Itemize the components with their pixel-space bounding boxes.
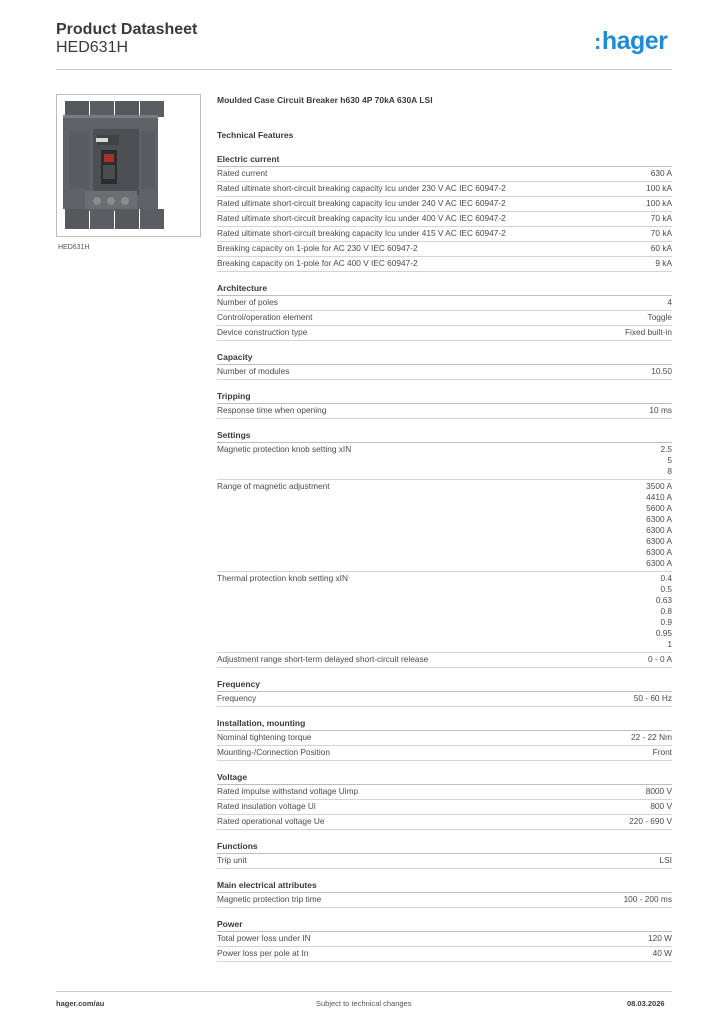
- spec-value: 0.9: [660, 617, 672, 627]
- spec-value: 5: [667, 455, 672, 465]
- spec-value: 0.5: [660, 584, 672, 594]
- spec-value: 10 ms: [649, 405, 672, 415]
- spec-label: Total power loss under IN: [217, 933, 311, 943]
- section-heading: Functions: [217, 841, 672, 854]
- spec-label: Rated ultimate short-circuit breaking capacity Icu under 230 V AC IEC 60947-2: [217, 183, 506, 193]
- spec-label: Number of poles: [217, 297, 278, 307]
- spec-value: 50 - 60 Hz: [633, 693, 672, 703]
- feature-sections: [217, 154, 672, 962]
- spec-label: Number of modules: [217, 366, 290, 376]
- spec-value: 0 - 0 A: [648, 654, 672, 664]
- spec-value: 22 - 22 Nm: [630, 732, 672, 742]
- spec-values: [651, 228, 672, 239]
- product-title: Moulded Case Circuit Breaker h630 4P 70kA 630A LSI: [217, 95, 433, 105]
- spec-row: [217, 404, 672, 419]
- spec-values: [631, 732, 672, 743]
- feature-section: [217, 430, 672, 668]
- spec-row: [217, 311, 672, 326]
- section-heading: Electric current: [217, 154, 672, 167]
- spec-value: 630 A: [650, 168, 672, 178]
- spec-value: 5600 A: [646, 503, 672, 513]
- spec-row: [217, 572, 672, 653]
- spec-value: 0.63: [655, 595, 672, 605]
- spec-label: Rated insulation voltage Ui: [217, 801, 316, 811]
- feature-section: [217, 679, 672, 707]
- footer-note: Subject to technical changes: [316, 999, 412, 1008]
- spec-value: Toggle: [647, 312, 672, 322]
- circuit-breaker-image: [57, 95, 200, 236]
- spec-label: Rated operational voltage Ue: [217, 816, 325, 826]
- spec-value: Front: [652, 747, 672, 757]
- feature-section: [217, 880, 672, 908]
- spec-values: [648, 312, 672, 323]
- feature-section: [217, 154, 672, 272]
- spec-value: 6300 A: [646, 547, 672, 557]
- spec-values: [648, 654, 672, 665]
- spec-row: [217, 197, 672, 212]
- hager-logo: [594, 27, 667, 56]
- spec-values: [624, 894, 672, 905]
- spec-value: 100 kA: [646, 183, 672, 193]
- spec-value: Fixed built-in: [624, 327, 672, 337]
- spec-label: Response time when opening: [217, 405, 327, 415]
- spec-value: 120 W: [648, 933, 672, 943]
- spec-value: 70 kA: [650, 228, 672, 238]
- header-divider: [56, 69, 672, 70]
- spec-value: 0.95: [655, 628, 672, 638]
- spec-values: [651, 213, 672, 224]
- spec-label: Control/operation element: [217, 312, 313, 322]
- spec-row: [217, 296, 672, 311]
- spec-label: Rated ultimate short-circuit breaking capacity Icu under 415 V AC IEC 60947-2: [217, 228, 506, 238]
- spec-values: [646, 198, 672, 209]
- spec-row: [217, 800, 672, 815]
- spec-value: LSI: [659, 855, 672, 865]
- spec-value: 3500 A: [646, 481, 672, 491]
- spec-value: 9 kA: [655, 258, 672, 268]
- spec-values: [646, 786, 672, 797]
- spec-values: [651, 366, 672, 377]
- spec-value: 6300 A: [646, 525, 672, 535]
- logo-prefix: :: [594, 29, 601, 54]
- spec-value: 100 - 200 ms: [623, 894, 672, 904]
- spec-value: 6300 A: [646, 514, 672, 524]
- spec-row: [217, 947, 672, 962]
- spec-value: 0.8: [660, 606, 672, 616]
- spec-label: Nominal tightening torque: [217, 732, 312, 742]
- spec-values: [625, 327, 672, 338]
- spec-values: [648, 933, 672, 944]
- spec-row: [217, 932, 672, 947]
- spec-value: 40 W: [652, 948, 672, 958]
- spec-value: 8: [667, 466, 672, 476]
- section-heading: Tripping: [217, 391, 672, 404]
- feature-section: [217, 772, 672, 830]
- spec-row: [217, 167, 672, 182]
- spec-label: Rated current: [217, 168, 268, 178]
- section-heading: Settings: [217, 430, 672, 443]
- spec-label: Breaking capacity on 1-pole for AC 400 V IEC 60947-2: [217, 258, 418, 268]
- spec-row: [217, 893, 672, 908]
- spec-value: 8000 V: [645, 786, 672, 796]
- spec-values: [651, 243, 672, 254]
- footer-website: hager.com/au: [56, 999, 105, 1008]
- spec-values: [655, 258, 672, 269]
- spec-row: [217, 326, 672, 341]
- section-heading: Voltage: [217, 772, 672, 785]
- product-image: [56, 94, 201, 237]
- spec-values: [653, 747, 672, 758]
- spec-label: Trip unit: [217, 855, 247, 865]
- document-title: Product Datasheet: [56, 21, 198, 38]
- spec-label: Adjustment range short-term delayed short-circuit release: [217, 654, 429, 664]
- spec-values: [656, 573, 672, 650]
- section-heading: Main electrical attributes: [217, 880, 672, 893]
- spec-value: 220 - 690 V: [629, 816, 672, 826]
- spec-label: Breaking capacity on 1-pole for AC 230 V IEC 60947-2: [217, 243, 418, 253]
- spec-label: Rated ultimate short-circuit breaking capacity Icu under 400 V AC IEC 60947-2: [217, 213, 506, 223]
- spec-row: [217, 815, 672, 830]
- spec-label: Frequency: [217, 693, 257, 703]
- spec-values: [629, 816, 672, 827]
- spec-row: [217, 653, 672, 668]
- spec-value: 1: [667, 639, 672, 649]
- spec-row: [217, 731, 672, 746]
- feature-section: [217, 283, 672, 341]
- spec-values: [660, 444, 672, 477]
- spec-row: [217, 746, 672, 761]
- technical-content: [217, 95, 672, 973]
- spec-values: [667, 297, 672, 308]
- section-heading: Frequency: [217, 679, 672, 692]
- spec-row: [217, 854, 672, 869]
- spec-row: [217, 182, 672, 197]
- product-code: HED631H: [56, 39, 129, 56]
- spec-label: Rated ultimate short-circuit breaking capacity Icu under 240 V AC IEC 60947-2: [217, 198, 506, 208]
- feature-section: [217, 718, 672, 761]
- spec-values: [651, 168, 672, 179]
- spec-label: Power loss per pole at In: [217, 948, 309, 958]
- spec-value: 2.5: [660, 444, 672, 454]
- technical-features-heading: Technical Features: [217, 130, 294, 140]
- feature-section: [217, 391, 672, 419]
- spec-values: [634, 693, 672, 704]
- spec-value: 70 kA: [650, 213, 672, 223]
- spec-row: [217, 242, 672, 257]
- spec-row: [217, 212, 672, 227]
- feature-section: [217, 919, 672, 962]
- spec-value: 0.4: [660, 573, 672, 583]
- spec-row: [217, 227, 672, 242]
- section-heading: Power: [217, 919, 672, 932]
- spec-values: [653, 948, 672, 959]
- spec-value: 4: [667, 297, 672, 307]
- spec-value: 60 kA: [650, 243, 672, 253]
- footer-divider: [56, 991, 672, 992]
- spec-row: [217, 692, 672, 707]
- section-heading: Capacity: [217, 352, 672, 365]
- spec-value: 100 kA: [646, 198, 672, 208]
- spec-label: Mounting-/Connection Position: [217, 747, 330, 757]
- spec-value: 6300 A: [646, 558, 672, 568]
- spec-values: [650, 801, 672, 812]
- spec-value: 10.50: [651, 366, 672, 376]
- feature-section: [217, 352, 672, 380]
- spec-row: [217, 785, 672, 800]
- section-heading: Architecture: [217, 283, 672, 296]
- spec-label: Magnetic protection knob setting xIN: [217, 444, 352, 454]
- spec-value: 800 V: [650, 801, 672, 811]
- spec-label: Magnetic protection trip time: [217, 894, 322, 904]
- feature-section: [217, 841, 672, 869]
- spec-label: Thermal protection knob setting xIN: [217, 573, 348, 583]
- spec-values: [646, 183, 672, 194]
- spec-label: Device construction type: [217, 327, 308, 337]
- spec-label: Rated impulse withstand voltage Uimp: [217, 786, 359, 796]
- spec-value: 6300 A: [646, 536, 672, 546]
- footer-date: 08.03.2026: [627, 999, 665, 1008]
- spec-row: [217, 257, 672, 272]
- section-heading: Installation, mounting: [217, 718, 672, 731]
- spec-value: 4410 A: [646, 492, 672, 502]
- spec-row: [217, 365, 672, 380]
- spec-row: [217, 480, 672, 572]
- logo-text: hager: [601, 27, 668, 55]
- spec-row: [217, 443, 672, 480]
- spec-label: Range of magnetic adjustment: [217, 481, 330, 491]
- spec-values: [660, 855, 672, 866]
- spec-values: [646, 481, 672, 569]
- spec-values: [649, 405, 672, 416]
- image-caption: HED631H: [58, 244, 90, 251]
